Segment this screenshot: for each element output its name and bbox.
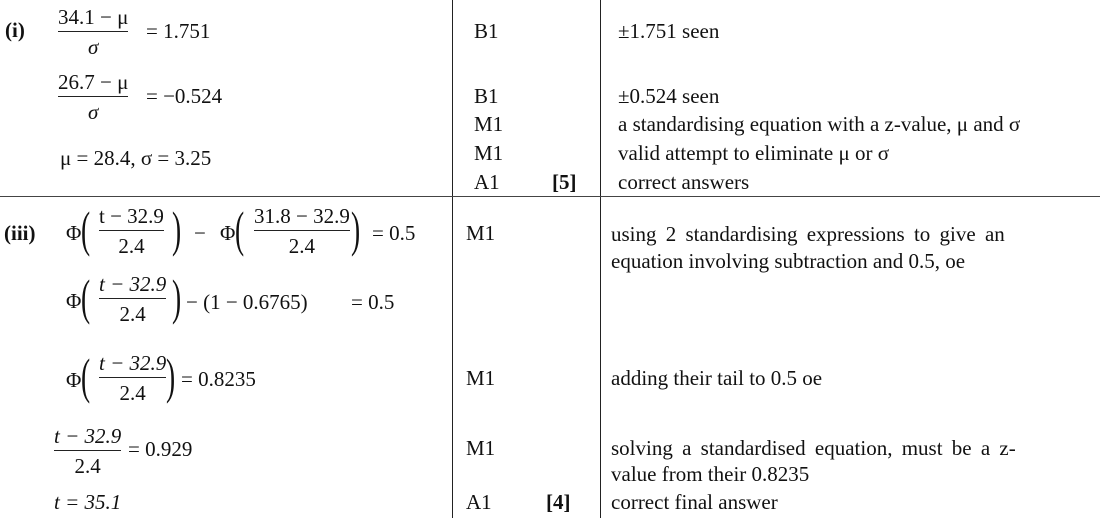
- part-iii-line4-fraction: [54, 424, 121, 478]
- part-iii-line1-rhs: = 0.5: [372, 221, 416, 245]
- left-parenthesis: (: [235, 201, 245, 257]
- part-iii-line1-frac1-numerator: t − 32.9: [99, 204, 164, 228]
- part-iii-line3-numerator: t − 32.9: [99, 351, 167, 375]
- part-i-guidance-2: ±0.524 seen: [618, 84, 720, 108]
- part-iii-line1-phi-2: Φ: [220, 221, 236, 245]
- fraction-bar: [254, 230, 350, 231]
- part-iii-guidance-1b: equation involving subtraction and 0.5, oe: [611, 249, 966, 273]
- part-iii-line1-minus: −: [194, 221, 206, 245]
- part-iii-mark-3: M1: [466, 436, 496, 460]
- part-iii-line4-numerator: t − 32.9: [54, 424, 122, 448]
- right-parenthesis: ): [172, 201, 182, 257]
- part-iii-guidance-2: adding their tail to 0.5 oe: [611, 366, 823, 390]
- part-i-eq2-rhs: = −0.524: [146, 84, 223, 108]
- part-iii-answer: t = 35.1: [54, 490, 122, 514]
- right-parenthesis: ): [172, 269, 182, 325]
- column-divider-2: [600, 0, 601, 518]
- part-iii-line2-numerator: t − 32.9: [99, 272, 167, 296]
- part-iii-line2-rhs: = 0.5: [351, 290, 395, 314]
- part-iii-line1-fraction-2: [254, 204, 350, 258]
- part-iii-label: (iii): [4, 221, 36, 245]
- fraction-bar: [54, 450, 121, 451]
- part-i-guidance-4: valid attempt to eliminate μ or σ: [618, 141, 890, 165]
- part-i-mark-5: A1: [474, 170, 500, 194]
- right-parenthesis: ): [166, 348, 176, 404]
- fraction-bar: [58, 96, 128, 97]
- part-iii-guidance-3a: solving a standardised equation, must be a z-: [611, 436, 1016, 460]
- left-parenthesis: (: [81, 348, 91, 404]
- part-iii-line1-frac2-numerator: 31.8 − 32.9: [254, 204, 350, 228]
- part-iii-line2-phi: Φ: [66, 289, 82, 313]
- part-i-eq2-fraction: [58, 70, 128, 124]
- fraction-bar: [99, 377, 166, 378]
- part-iii-guidance-4: correct final answer: [611, 490, 778, 514]
- part-iii-line1-frac1-denominator: 2.4: [118, 234, 145, 258]
- part-i-mark-2: B1: [474, 84, 499, 108]
- part-iii-line4-denominator: 2.4: [74, 454, 101, 478]
- part-iii-guidance-3b: value from their 0.8235: [611, 462, 810, 486]
- part-i-eq1-denominator: σ: [88, 35, 99, 59]
- part-i-total: [5]: [552, 170, 577, 194]
- part-iii-mark-4: A1: [466, 490, 492, 514]
- part-iii-line1-frac2-denominator: 2.4: [288, 234, 316, 258]
- part-i-guidance-5: correct answers: [618, 170, 750, 194]
- part-i-label: (i): [5, 18, 25, 42]
- part-iii-mark-2: M1: [466, 366, 496, 390]
- part-iii-mark-1: M1: [466, 221, 496, 245]
- right-parenthesis: ): [351, 201, 361, 257]
- column-divider-1: [452, 0, 453, 518]
- part-iii-line2-denominator: 2.4: [119, 302, 146, 326]
- part-i-eq1-fraction: [58, 5, 128, 59]
- part-iii-line3-rhs: = 0.8235: [181, 367, 256, 391]
- fraction-bar: [99, 230, 164, 231]
- part-iii-total: [4]: [546, 490, 571, 514]
- part-i-guidance-1: ±1.751 seen: [618, 19, 720, 43]
- part-i-result: μ = 28.4, σ = 3.25: [60, 146, 212, 170]
- part-i-mark-1: B1: [474, 19, 499, 43]
- part-iii-line3-fraction: [99, 351, 166, 405]
- fraction-bar: [58, 31, 128, 32]
- left-parenthesis: (: [81, 269, 91, 325]
- part-i-eq2-numerator: 26.7 − μ: [58, 70, 129, 94]
- part-iii-line4-rhs: = 0.929: [128, 437, 193, 461]
- part-i-mark-4: M1: [474, 141, 504, 165]
- part-iii-line1-fraction-1: [99, 204, 164, 258]
- part-i-guidance-3: a standardising equation with a z-value, μ and σ: [618, 112, 1021, 136]
- part-iii-line2-rest: − (1 − 0.6765): [186, 290, 308, 314]
- fraction-bar: [99, 298, 166, 299]
- part-i-eq1-numerator: 34.1 − μ: [58, 5, 129, 29]
- part-i-mark-3: M1: [474, 112, 504, 136]
- part-i-eq1-rhs: = 1.751: [146, 19, 211, 43]
- left-parenthesis: (: [81, 201, 91, 257]
- part-divider-line: [0, 196, 1100, 197]
- part-iii-line2-fraction: [99, 272, 166, 326]
- part-iii-line3-phi: Φ: [66, 368, 82, 392]
- part-i-eq2-denominator: σ: [88, 100, 99, 124]
- part-iii-guidance-1a: using 2 standardising expressions to give an: [611, 222, 1005, 246]
- part-iii-line3-denominator: 2.4: [119, 381, 146, 405]
- part-iii-line1-phi-1: Φ: [66, 221, 82, 245]
